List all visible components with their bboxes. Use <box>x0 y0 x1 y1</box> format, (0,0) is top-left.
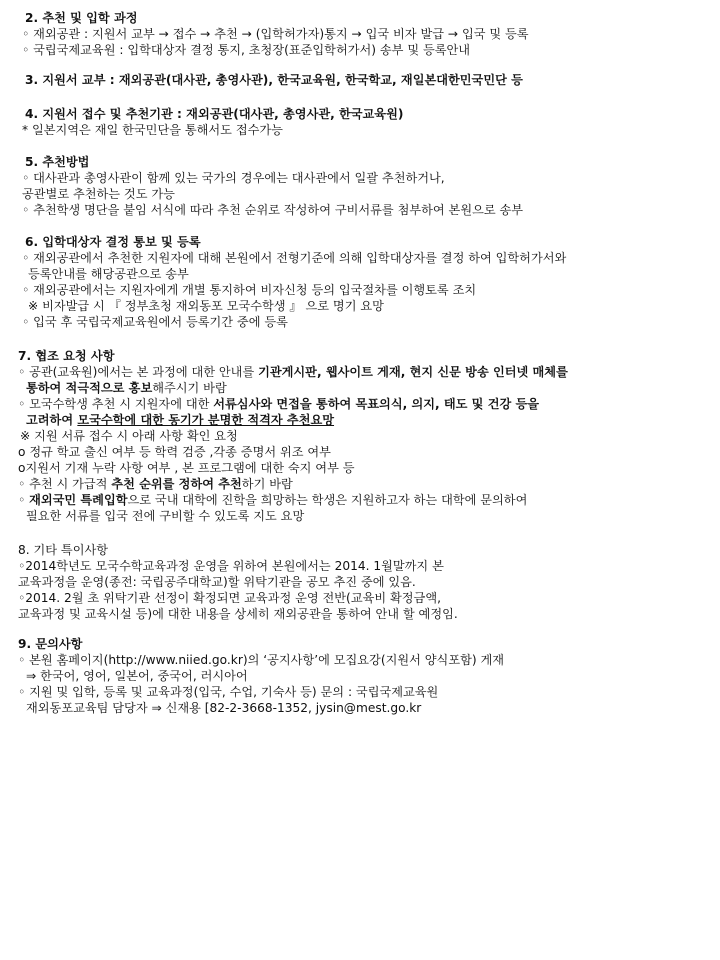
section-7-line-5 <box>20 428 238 444</box>
text-run: 고려하여 <box>26 413 78 427</box>
text-run: ◦ 본원 홈페이지(http://www.niied.go.kr)의 ‘공지사항’에 모집요강(지원서 양식포함) 게재 <box>18 653 505 667</box>
section-2-line-1 <box>22 26 529 42</box>
text-run: 기관게시판, 웹사이트 게재, 현지 신문 방송 인터넷 매체를 <box>258 365 568 379</box>
text-run: ◦ 대사관과 총영사관이 함께 있는 국가의 경우에는 대사관에서 일괄 추천하거나, <box>22 171 445 185</box>
text-run: 3. 지원서 교부 : 재외공관(대사관, 총영사관), 한국교육원, 한국학교, 재일본대한민국민단 등 <box>25 73 523 87</box>
text-run: 8. 기타 특이사항 <box>18 543 109 557</box>
text-run: 등록안내를 해당공관으로 송부 <box>28 267 189 281</box>
text-run: o 정규 학교 출신 여부 등 학력 검증 ,각종 증명서 위조 여부 <box>18 445 331 459</box>
text-run: * 일본지역은 재일 한국민단을 통해서도 접수가능 <box>22 123 283 137</box>
text-run: ◦ 입국 후 국립국제교육원에서 등록기간 중에 등록 <box>22 315 288 329</box>
text-run: 6. 입학대상자 결정 통보 및 등록 <box>25 235 201 249</box>
text-run: 공관별로 추천하는 것도 가능 <box>22 187 175 201</box>
section-2-heading <box>25 10 138 26</box>
text-run: ◦ 모국수학생 추천 시 지원자에 대한 <box>18 397 214 411</box>
section-6-line-4 <box>28 298 384 314</box>
section-9-line-2 <box>26 668 248 684</box>
section-8-line-4 <box>18 606 458 622</box>
text-run: 으로 국내 대학에 진학을 희망하는 학생은 지원하고자 하는 대학에 문의하여 <box>127 493 528 507</box>
section-7-heading <box>18 348 114 364</box>
text-run: ◦ 국립국제교육원 : 입학대상자 결정 통지, 초청장(표준입학허가서) 송부 및 등록안내 <box>22 43 471 57</box>
section-9-heading <box>18 636 82 652</box>
section-5-line-1 <box>22 170 445 186</box>
section-6-line-3 <box>22 282 476 298</box>
text-run: 통하여 적극적으로 홍보 <box>26 381 153 395</box>
text-run: 재외동포교육팀 담당자 ⇒ 신재용 [82-2-3668-1352, jysin@mest.go.kr <box>26 701 422 715</box>
section-2-line-2 <box>22 42 470 58</box>
text-run: 2. 추천 및 입학 과정 <box>25 11 138 25</box>
section-7-line-7 <box>18 460 355 476</box>
section-6-line-5 <box>22 314 288 330</box>
text-run: 필요한 서류를 입국 전에 구비할 수 있도록 지도 요망 <box>26 509 305 523</box>
text-run: ◦ 추천 시 가급적 <box>18 477 112 491</box>
text-run: ◦2014학년도 모국수학교육과정 운영을 위하여 본원에서는 2014. 1월말까지 본 <box>18 559 444 573</box>
text-run: 9. 문의사항 <box>18 637 83 651</box>
text-run: ◦ 추천학생 명단을 붙임 서식에 따라 추천 순위로 작성하여 구비서류를 첨부하여 본원으로 송부 <box>22 203 524 217</box>
text-run: 재외국민 특례입학 <box>29 493 128 507</box>
section-8-line-2 <box>18 574 416 590</box>
text-run: o지원서 기재 누락 사항 여부 , 본 프로그램에 대한 숙지 여부 등 <box>18 461 355 475</box>
section-5-heading <box>25 154 89 170</box>
section-6-line-2 <box>28 266 189 282</box>
section-7-line-2 <box>26 380 227 396</box>
section-8-line-3 <box>18 590 441 606</box>
section-7-line-6 <box>18 444 331 460</box>
text-run: 4. 지원서 접수 및 추천기관 : 재외공관(대사관, 총영사관, 한국교육원) <box>25 107 404 121</box>
text-run: 모국수학에 대한 동기가 분명한 적격자 추천요망 <box>77 413 335 427</box>
text-run: ◦2014. 2월 초 위탁기관 선정이 확정되면 교육과정 운영 전반(교육비 확정금액, <box>18 591 441 605</box>
section-7-line-8 <box>18 476 293 492</box>
text-run: ◦ 재외공관에서는 지원자에게 개별 통지하여 비자신청 등의 입국절차를 이행토록 조치 <box>22 283 477 297</box>
text-run: ◦ 재외공관 : 지원서 교부 → 접수 → 추천 → (입학허가자)통지 → 입국 비자 발급 → 입국 및 등록 <box>22 27 529 41</box>
text-run: 교육과정 및 교육시설 등)에 대한 내용을 상세히 재외공관을 통하여 안내 할 예정임. <box>18 607 458 621</box>
section-3-heading <box>25 72 523 88</box>
section-4-heading <box>25 106 403 122</box>
section-4-line-1 <box>22 122 283 138</box>
text-run: ◦ 지원 및 입학, 등록 및 교육과정(입국, 수업, 기숙사 등) 문의 : 국립국제교육원 <box>18 685 439 699</box>
text-run: ※ 비자발급 시 『 정부초청 재외동포 모국수학생 』 으로 명기 요망 <box>28 299 384 313</box>
section-5-line-3 <box>22 202 523 218</box>
text-run: 교육과정을 운영(종전: 국립공주대학교)할 위탁기관을 공모 추진 중에 있음. <box>18 575 416 589</box>
text-run: 추천 순위를 정하여 추천 <box>111 477 242 491</box>
text-run: ◦ <box>18 493 30 507</box>
section-8-heading <box>18 542 108 558</box>
section-8-line-1 <box>18 558 444 574</box>
section-5-line-2 <box>22 186 175 202</box>
text-run: ※ 지원 서류 접수 시 아래 사항 확인 요청 <box>20 429 238 443</box>
section-9-line-1 <box>18 652 504 668</box>
section-9-line-4 <box>26 700 421 716</box>
section-9-line-3 <box>18 684 438 700</box>
text-run: ⇒ 한국어, 영어, 일본어, 중국어, 러시아어 <box>26 669 248 683</box>
section-7-line-4 <box>26 412 334 428</box>
text-run: 5. 추천방법 <box>25 155 90 169</box>
section-7-line-1 <box>18 364 568 380</box>
text-run: 하기 바람 <box>241 477 293 491</box>
text-run: 해주시기 바람 <box>152 381 227 395</box>
section-6-line-1 <box>22 250 566 266</box>
text-run: ◦ 공관(교육원)에서는 본 과정에 대한 안내를 <box>18 365 259 379</box>
section-7-line-10 <box>26 508 304 524</box>
text-run: 서류심사와 면접을 통하여 목표의식, 의지, 태도 및 건강 등을 <box>213 397 540 411</box>
section-6-heading <box>25 234 201 250</box>
text-run: 7. 협조 요청 사항 <box>18 349 115 363</box>
text-run: ◦ 재외공관에서 추천한 지원자에 대해 본원에서 전형기준에 의해 입학대상자를 결정 하여 입학허가서와 <box>22 251 567 265</box>
section-7-line-3 <box>18 396 539 412</box>
section-7-line-9 <box>18 492 527 508</box>
